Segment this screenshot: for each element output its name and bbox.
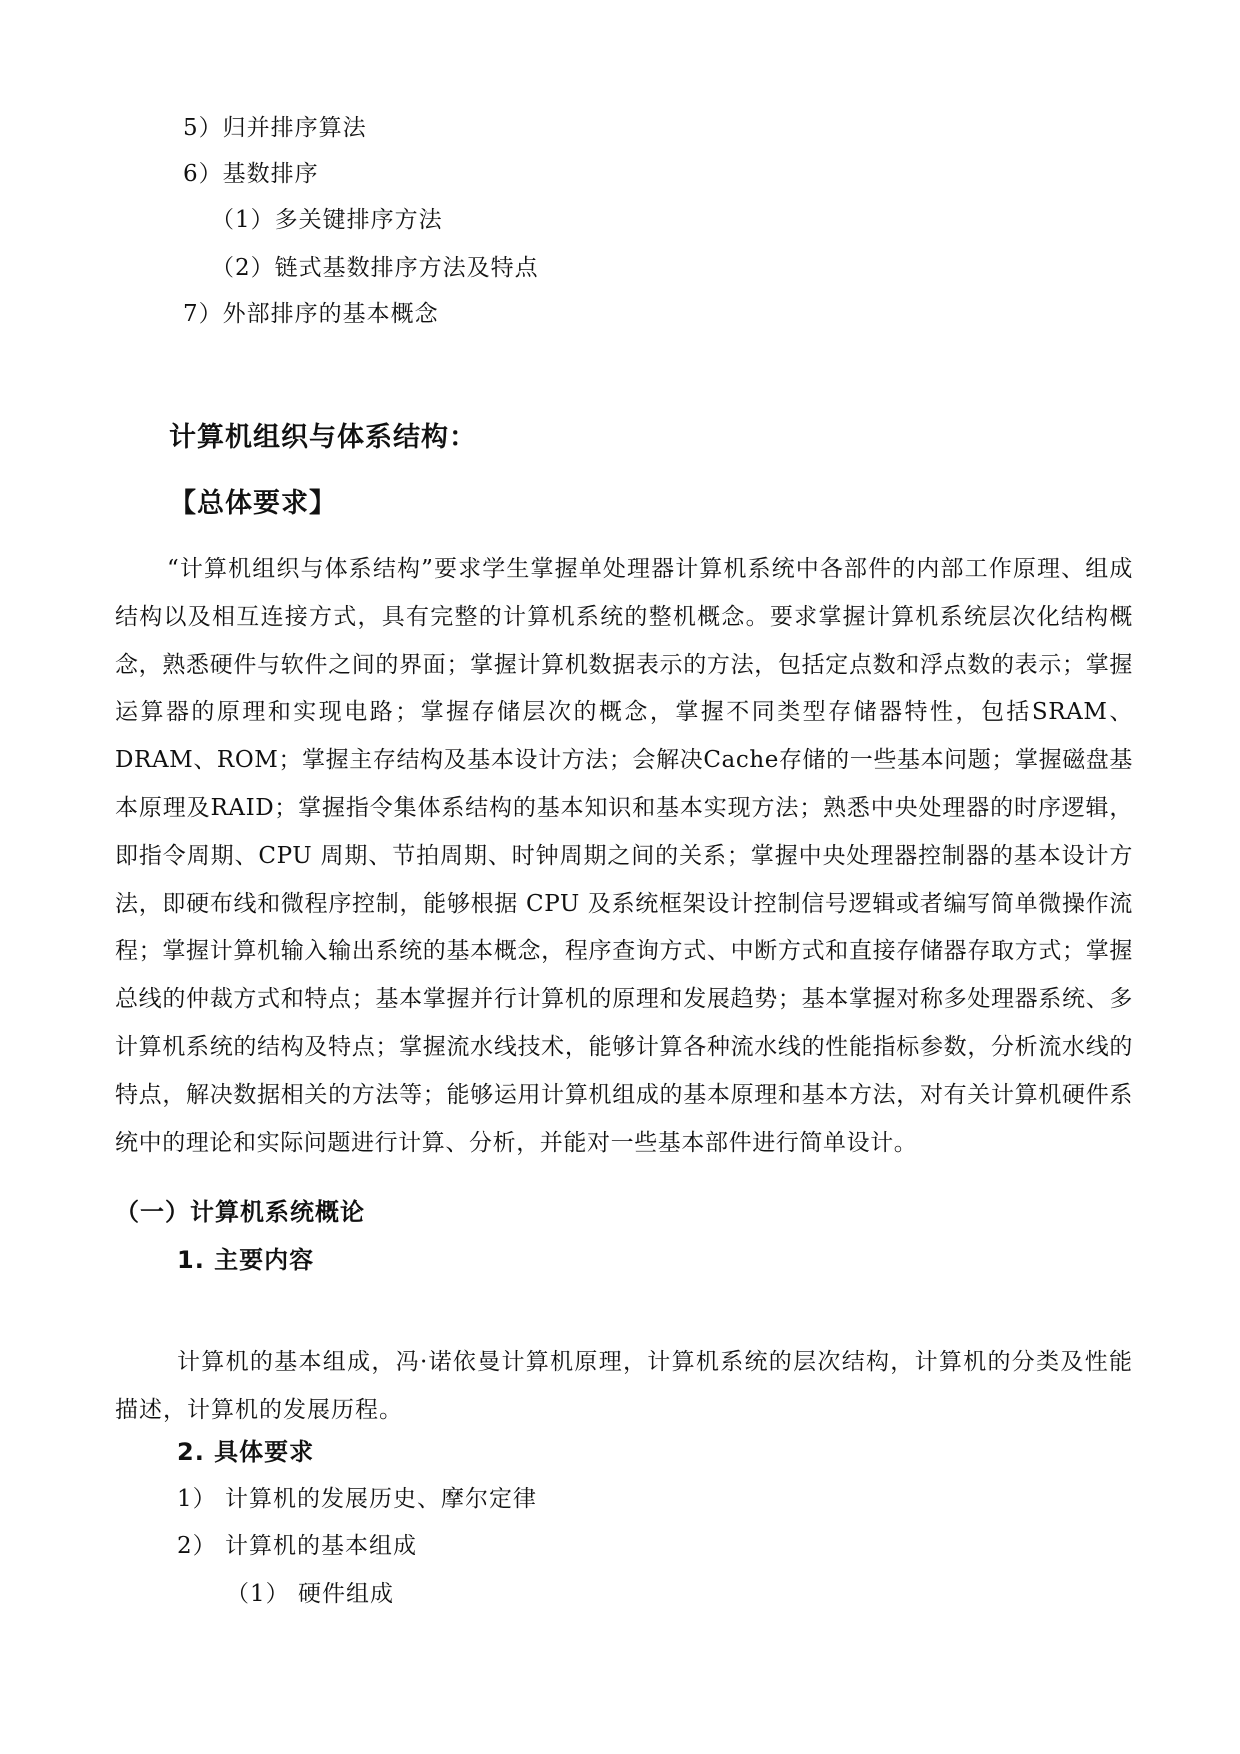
main-content-heading: 1. 主要内容 (177, 1246, 315, 1274)
main-content-paragraph: 计算机的基本组成，冯·诺依曼计算机原理，计算机系统的层次结构，计算机的分类及性能描述，计算机的发展历程。 (115, 1349, 1133, 1423)
requirement-2: 2） 计算机的基本组成 (177, 1533, 417, 1559)
sort-item-5: 5）归并排序算法 (183, 115, 367, 141)
section-title: 计算机组织与体系结构： (169, 422, 477, 453)
sort-item-6-1: （1）多关键排序方法 (211, 207, 443, 233)
sort-item-6: 6）基数排序 (183, 161, 319, 187)
overall-requirements-heading: 【总体要求】 (169, 488, 337, 519)
requirement-2-1: （1） 硬件组成 (226, 1581, 394, 1607)
sort-item-6-2: （2）链式基数排序方法及特点 (211, 255, 539, 281)
requirement-1: 1） 计算机的发展历史、摩尔定律 (177, 1486, 537, 1512)
part1-heading: （一）计算机系统概论 (115, 1198, 365, 1226)
requirements-heading: 2. 具体要求 (177, 1438, 315, 1466)
overall-requirements-paragraph: “计算机组织与体系结构”要求学生掌握单处理器计算机系统中各部件的内部工作原理、组成结构以及相互连接方式，具有完整的计算机系统的整机概念。要求掌握计算机系统层次化结构概念，熟悉硬件与软件之间的界面；掌握计算机数据表示的方法，包括定点数和浮点数的表示；掌握运算器的原理和实现电路；掌握存储层次的概念，掌握不同类型存储器特性，包括SRAM、DRAM、ROM；掌握主存结构及基本设计方法；会解决Cache存储的一些基本问题；掌握磁盘基本原理及RAID；掌握指令集体系结构的基本知识和基本实现方法；熟悉中央处理器的时序逻辑，即指令周期、CPU 周期、节拍周期、时钟周期之间的关系；掌握中央处理器控制器的基本设计方法，即硬布线和微程序控制，能够根据 CPU 及系统框架设计控制信号逻辑或者编写简单微操作流程；掌握计算机输入输出系统的基本概念，程序查询方式、中断方式和直接存储器存取方式；掌握总线的仲裁方式和特点；基本掌握并行计算机的原理和发展趋势；基本掌握对称多处理器系统、多计算机系统的结构及特点；掌握流水线技术，能够计算各种流水线的性能指标参数，分析流水线的特点，解决数据相关的方法等；能够运用计算机组成的基本原理和基本方法，对有关计算机硬件系统中的理论和实际问题进行计算、分析，并能对一些基本部件进行简单设计。 (115, 556, 1133, 1156)
sort-item-7: 7）外部排序的基本概念 (183, 301, 439, 327)
